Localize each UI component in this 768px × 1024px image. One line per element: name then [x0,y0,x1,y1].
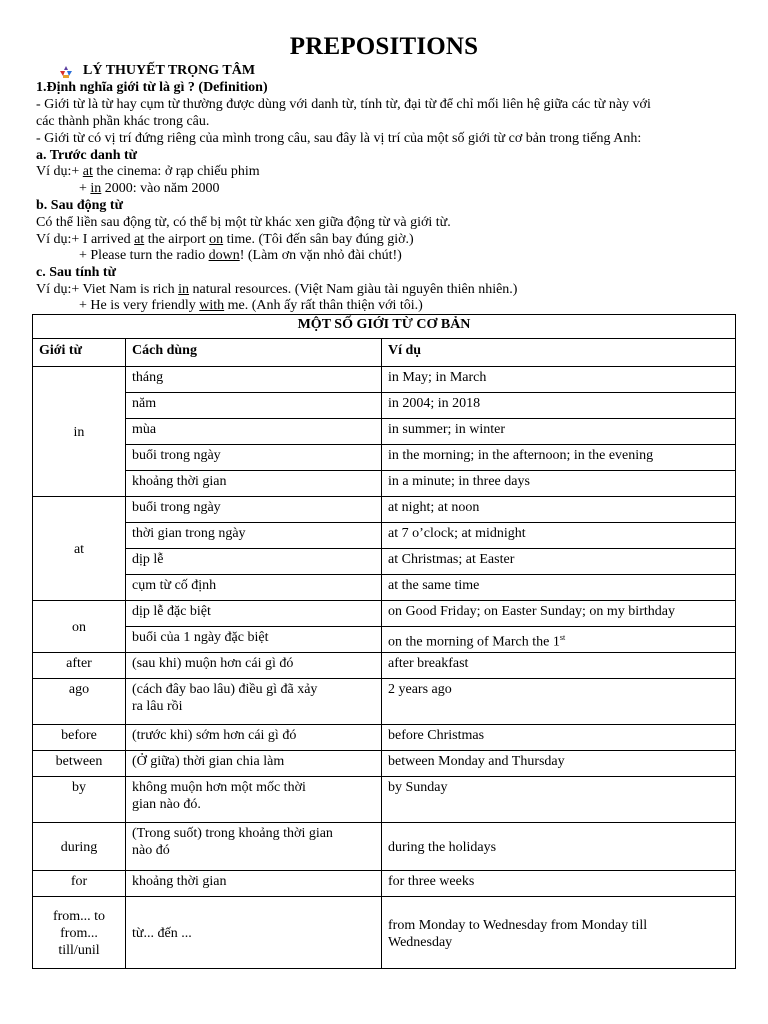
section-b-example-1 [36,231,414,248]
preposition-highlight: at [134,232,145,247]
example-cell [382,627,736,653]
preposition-line: from... [60,926,98,941]
section-c-example-2 [79,297,423,314]
section-b-description: Có thể liền sau động từ, có thể bị một từ khác xen giữa động từ và giới từ. [36,215,451,230]
usage-cell: khoảng thời gian [126,871,382,897]
table-row [33,653,736,679]
preposition-highlight: on [209,232,224,247]
table-row [33,445,736,471]
page-title: PREPOSITIONS [289,33,479,60]
usage-cell: năm [126,393,382,419]
preposition-line: till/unil [58,943,100,958]
section-a-example-1 [36,163,260,180]
definition-line-2: các thành phần khác trong câu. [36,114,210,129]
example-cell: in May; in March [382,367,736,393]
example-line: from Monday to Wednesday from Monday till [388,917,648,933]
usage-cell: thời gian trong ngày [126,523,382,549]
section-b-example-2 [79,247,402,264]
usage-cell [126,777,382,823]
table-row [33,497,736,523]
table-row [33,601,736,627]
example-text: Ví dụ:+ Viet Nam is rich [36,282,179,297]
example-cell: 2 years ago [382,679,736,725]
section-a-example-2 [79,180,220,197]
example-cell: at the same time [382,575,736,601]
example-cell: during the holidays [382,823,736,871]
bullet-icon [59,66,73,78]
example-text: + [79,181,91,196]
example-cell: in the morning; in the afternoon; in the evening [382,445,736,471]
table-caption: MỘT SỐ GIỚI TỪ CƠ BẢN [33,315,736,339]
preposition-cell: for [33,871,126,897]
example-cell: before Christmas [382,725,736,751]
table-row [33,823,736,871]
example-text: ! (Làm ơn vặn nhỏ đài chút!) [239,248,402,263]
usage-cell: buổi trong ngày [126,497,382,523]
usage-line: (cách đây bao lâu) điều gì đã xảy [132,682,318,697]
example-cell: after breakfast [382,653,736,679]
section-c-heading: c. Sau tính từ [36,265,116,280]
usage-cell: từ... đến ... [126,897,382,969]
table-row [33,871,736,897]
usage-cell: dịp lễ [126,549,382,575]
usage-cell: (sau khi) muộn hơn cái gì đó [126,653,382,679]
example-text: + Please turn the radio [79,248,209,263]
example-text: Ví dụ:+ I arrived [36,232,135,247]
table-row [33,627,736,653]
example-cell: at Christmas; at Easter [382,549,736,575]
table-row [33,367,736,393]
table-caption-row [33,315,736,339]
column-header-usage: Cách dùng [126,339,382,367]
example-text: Ví dụ:+ [36,164,83,179]
example-text: natural resources. (Việt Nam giàu tài nguyên thiên nhiên.) [189,282,518,297]
theory-heading: LÝ THUYẾT TRỌNG TÂM [83,63,256,78]
table-row [33,575,736,601]
ordinal-suffix: st [559,633,566,642]
usage-line: (Trong suốt) trong khoảng thời gian [132,826,333,841]
usage-cell [126,823,382,871]
usage-line: nào đó [132,843,170,858]
usage-cell: cụm từ cố định [126,575,382,601]
table-row [33,679,736,725]
usage-cell: buổi của 1 ngày đặc biệt [126,627,382,653]
example-text: me. (Anh ấy rất thân thiện với tôi.) [224,298,423,313]
example-cell: in 2004; in 2018 [382,393,736,419]
usage-cell [126,679,382,725]
example-text: the airport [144,232,210,247]
definition-line-3: - Giới từ có vị trí đứng riêng của mình trong câu, sau đây là vị trí của một số giới từ cơ bản trong tiếng Anh: [36,131,642,146]
usage-line: không muộn hơn một mốc thời [132,780,306,795]
prepositions-table [32,314,736,969]
example-text: + He is very friendly [79,298,200,313]
example-cell: between Monday and Thursday [382,751,736,777]
usage-cell: khoảng thời gian [126,471,382,497]
usage-cell: (Ở giữa) thời gian chia làm [126,751,382,777]
section-a-heading: a. Trước danh từ [36,148,138,163]
table-row [33,751,736,777]
definition-heading: 1.Định nghĩa giới từ là gì ? (Definition) [36,80,268,95]
table-row [33,471,736,497]
example-cell: in a minute; in three days [382,471,736,497]
column-header-example: Ví dụ [382,339,736,367]
column-header-preposition: Giới từ [33,339,126,367]
preposition-cell: between [33,751,126,777]
example-cell [382,897,736,969]
example-line: Wednesday [388,934,453,950]
usage-cell: mùa [126,419,382,445]
example-text: the cinema: ở rạp chiếu phim [92,164,260,179]
preposition-cell: by [33,777,126,823]
table-row [33,523,736,549]
example-cell: by Sunday [382,777,736,823]
table-row [33,897,736,969]
section-b-heading: b. Sau động từ [36,198,123,213]
preposition-line: from... to [52,909,106,924]
example-text: time. (Tôi đến sân bay đúng giờ.) [223,232,414,247]
preposition-cell: before [33,725,126,751]
example-text: on the morning of March the 1 [388,634,560,650]
example-cell: on Good Friday; on Easter Sunday; on my birthday [382,601,736,627]
usage-cell: buổi trong ngày [126,445,382,471]
example-text: 2000: vào năm 2000 [101,181,220,196]
table-row [33,725,736,751]
usage-line: gian nào đó. [132,797,201,812]
example-cell: at 7 o’clock; at midnight [382,523,736,549]
preposition-cell: on [33,601,126,653]
preposition-cell: at [33,497,126,601]
preposition-cell: during [33,823,126,871]
preposition-highlight: down [208,248,240,263]
preposition-cell: ago [33,679,126,725]
table-row [33,419,736,445]
usage-cell: (trước khi) sớm hơn cái gì đó [126,725,382,751]
table-header-row [33,339,736,367]
preposition-highlight: in [178,282,190,297]
preposition-highlight: at [82,164,93,179]
section-c-example-1 [36,281,517,298]
preposition-highlight: with [199,298,225,313]
usage-cell: dịp lễ đặc biệt [126,601,382,627]
table-row [33,777,736,823]
table-row [33,393,736,419]
usage-line: ra lâu rồi [132,699,183,714]
preposition-highlight: in [90,181,102,196]
example-cell: in summer; in winter [382,419,736,445]
preposition-cell: in [33,367,126,497]
definition-line-1: - Giới từ là từ hay cụm từ thường được dùng với danh từ, tính từ, đại từ để chỉ mối liên hệ giữa các từ này với [36,97,651,112]
preposition-cell: after [33,653,126,679]
example-cell: at night; at noon [382,497,736,523]
usage-cell: tháng [126,367,382,393]
example-cell: for three weeks [382,871,736,897]
preposition-cell [33,897,126,969]
table-row [33,549,736,575]
